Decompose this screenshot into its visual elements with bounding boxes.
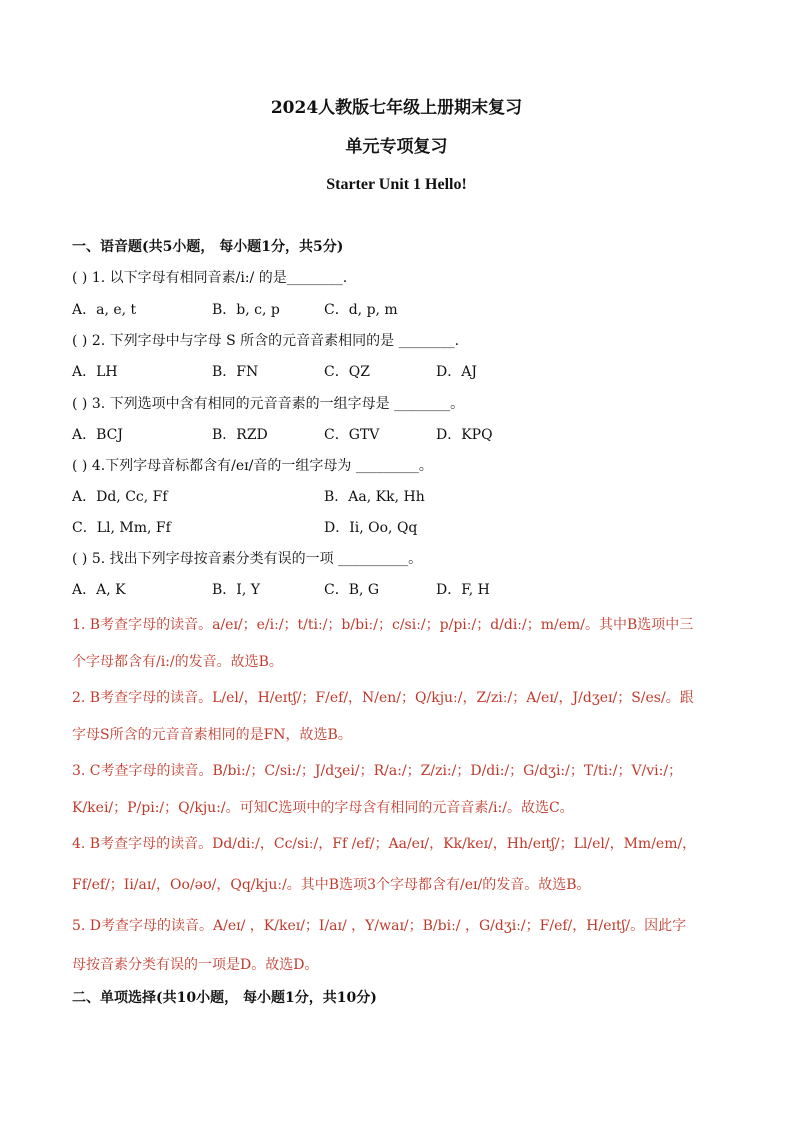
question-3-option-a: A．BCJ — [72, 427, 123, 443]
unit-title: Starter Unit 1 Hello! — [326, 176, 467, 193]
question-1-option-a: A．a, e, t — [72, 302, 137, 318]
answer-line: 母按音素分类有误的一项是D。故选D。 — [72, 957, 319, 973]
answer-line: 5. D考查字母的读音。A/eɪ/ ，K/keɪ/；I/aɪ/ ，Y/waɪ/；B/biː/ ，G/dʒiː/；F/ef/，H/eɪtʃ/。因此字 — [72, 918, 687, 934]
question-5-stem: ( ) 5. 找出下列字母按音素分类有误的一项 __________。 — [72, 551, 423, 567]
question-4-option-b: B．Aa, Kk, Hh — [324, 489, 425, 505]
question-1-option-c: C．d, p, m — [324, 302, 398, 318]
answer-line: 2. B考查字母的读音。L/el/，H/eɪtʃ/；F/ef/，N/en/；Q/kjuː/，Z/ziː/；A/eɪ/，J/dʒeɪ/；S/es/。跟 — [72, 690, 694, 706]
question-4-option-c: C．Ll, Mm, Ff — [72, 520, 171, 536]
question-3-option-d: D．KPQ — [436, 427, 493, 443]
answer-line: Ff/ef/；Ii/aɪ/，Oo/əʊ/，Qq/kjuː/。其中B选项3个字母都含有/eɪ/的发音。故选B。 — [72, 877, 591, 893]
document-subtitle: 单元专项复习 — [345, 137, 448, 157]
question-5-option-a: A．A, K — [72, 582, 126, 598]
question-3-option-b: B．RZD — [212, 427, 268, 443]
answer-line: 字母S所含的元音音素相同的是FN，故选B。 — [72, 727, 352, 743]
answer-line: 1. B考查字母的读音。a/eɪ/；e/iː/；t/tiː/；b/biː/；c/siː/；p/piː/；d/diː/；m/em/。其中B选项中三 — [72, 617, 694, 633]
question-4-stem: ( ) 4.下列字母音标都含有/eɪ/音的一组字母为 _________。 — [72, 458, 433, 474]
question-5-option-d: D．F, H — [436, 582, 490, 598]
answer-line: K/kei/；P/pi:/；Q/kju:/。可知C选项中的字母含有相同的元音音素/i:/。故选C。 — [72, 800, 574, 816]
question-1-stem: ( ) 1. 以下字母有相同音素/i:/ 的是________. — [72, 270, 348, 286]
section-2-heading: 二、单项选择(共10小题， 每小题1分，共10分) — [72, 990, 377, 1006]
question-3-stem: ( ) 3. 下列选项中含有相同的元音音素的一组字母是 ________。 — [72, 396, 465, 412]
question-2-option-b: B．FN — [212, 364, 259, 380]
question-4-option-d: D．Ii, Oo, Qq — [324, 520, 418, 536]
question-4-option-a: A．Dd, Cc, Ff — [72, 489, 168, 505]
question-2-option-a: A．LH — [72, 364, 118, 380]
question-2-stem: ( ) 2. 下列字母中与字母 S 所含的元音音素相同的是 ________. — [72, 333, 460, 349]
question-2-option-c: C．QZ — [324, 364, 370, 380]
section-1-heading: 一、语音题(共5小题， 每小题1分，共5分) — [72, 239, 344, 255]
question-5-option-c: C．B, G — [324, 582, 380, 598]
question-3-option-c: C．GTV — [324, 427, 380, 443]
question-2-option-d: D．AJ — [436, 364, 477, 380]
answer-line: 4. B考查字母的读音。Dd/diː/，Cc/siː/，Ff /ef/；Aa/eɪ/，Kk/keɪ/，Hh/eɪtʃ/；Ll/el/，Mm/em/， — [72, 836, 697, 852]
question-5-option-b: B．I, Y — [212, 582, 260, 598]
answer-line: 3. C考查字母的读音。B/bi:/；C/si:/；J/dʒei/；R/a:/；Z/zi:/；D/di:/；G/dʒi:/；T/ti:/；V/vi:/； — [72, 763, 683, 779]
document-title: 2024人教版七年级上册期末复习 — [270, 98, 523, 118]
answer-line: 个字母都含有/i:/的发音。故选B。 — [72, 654, 283, 670]
question-1-option-b: B．b, c, p — [212, 302, 280, 318]
